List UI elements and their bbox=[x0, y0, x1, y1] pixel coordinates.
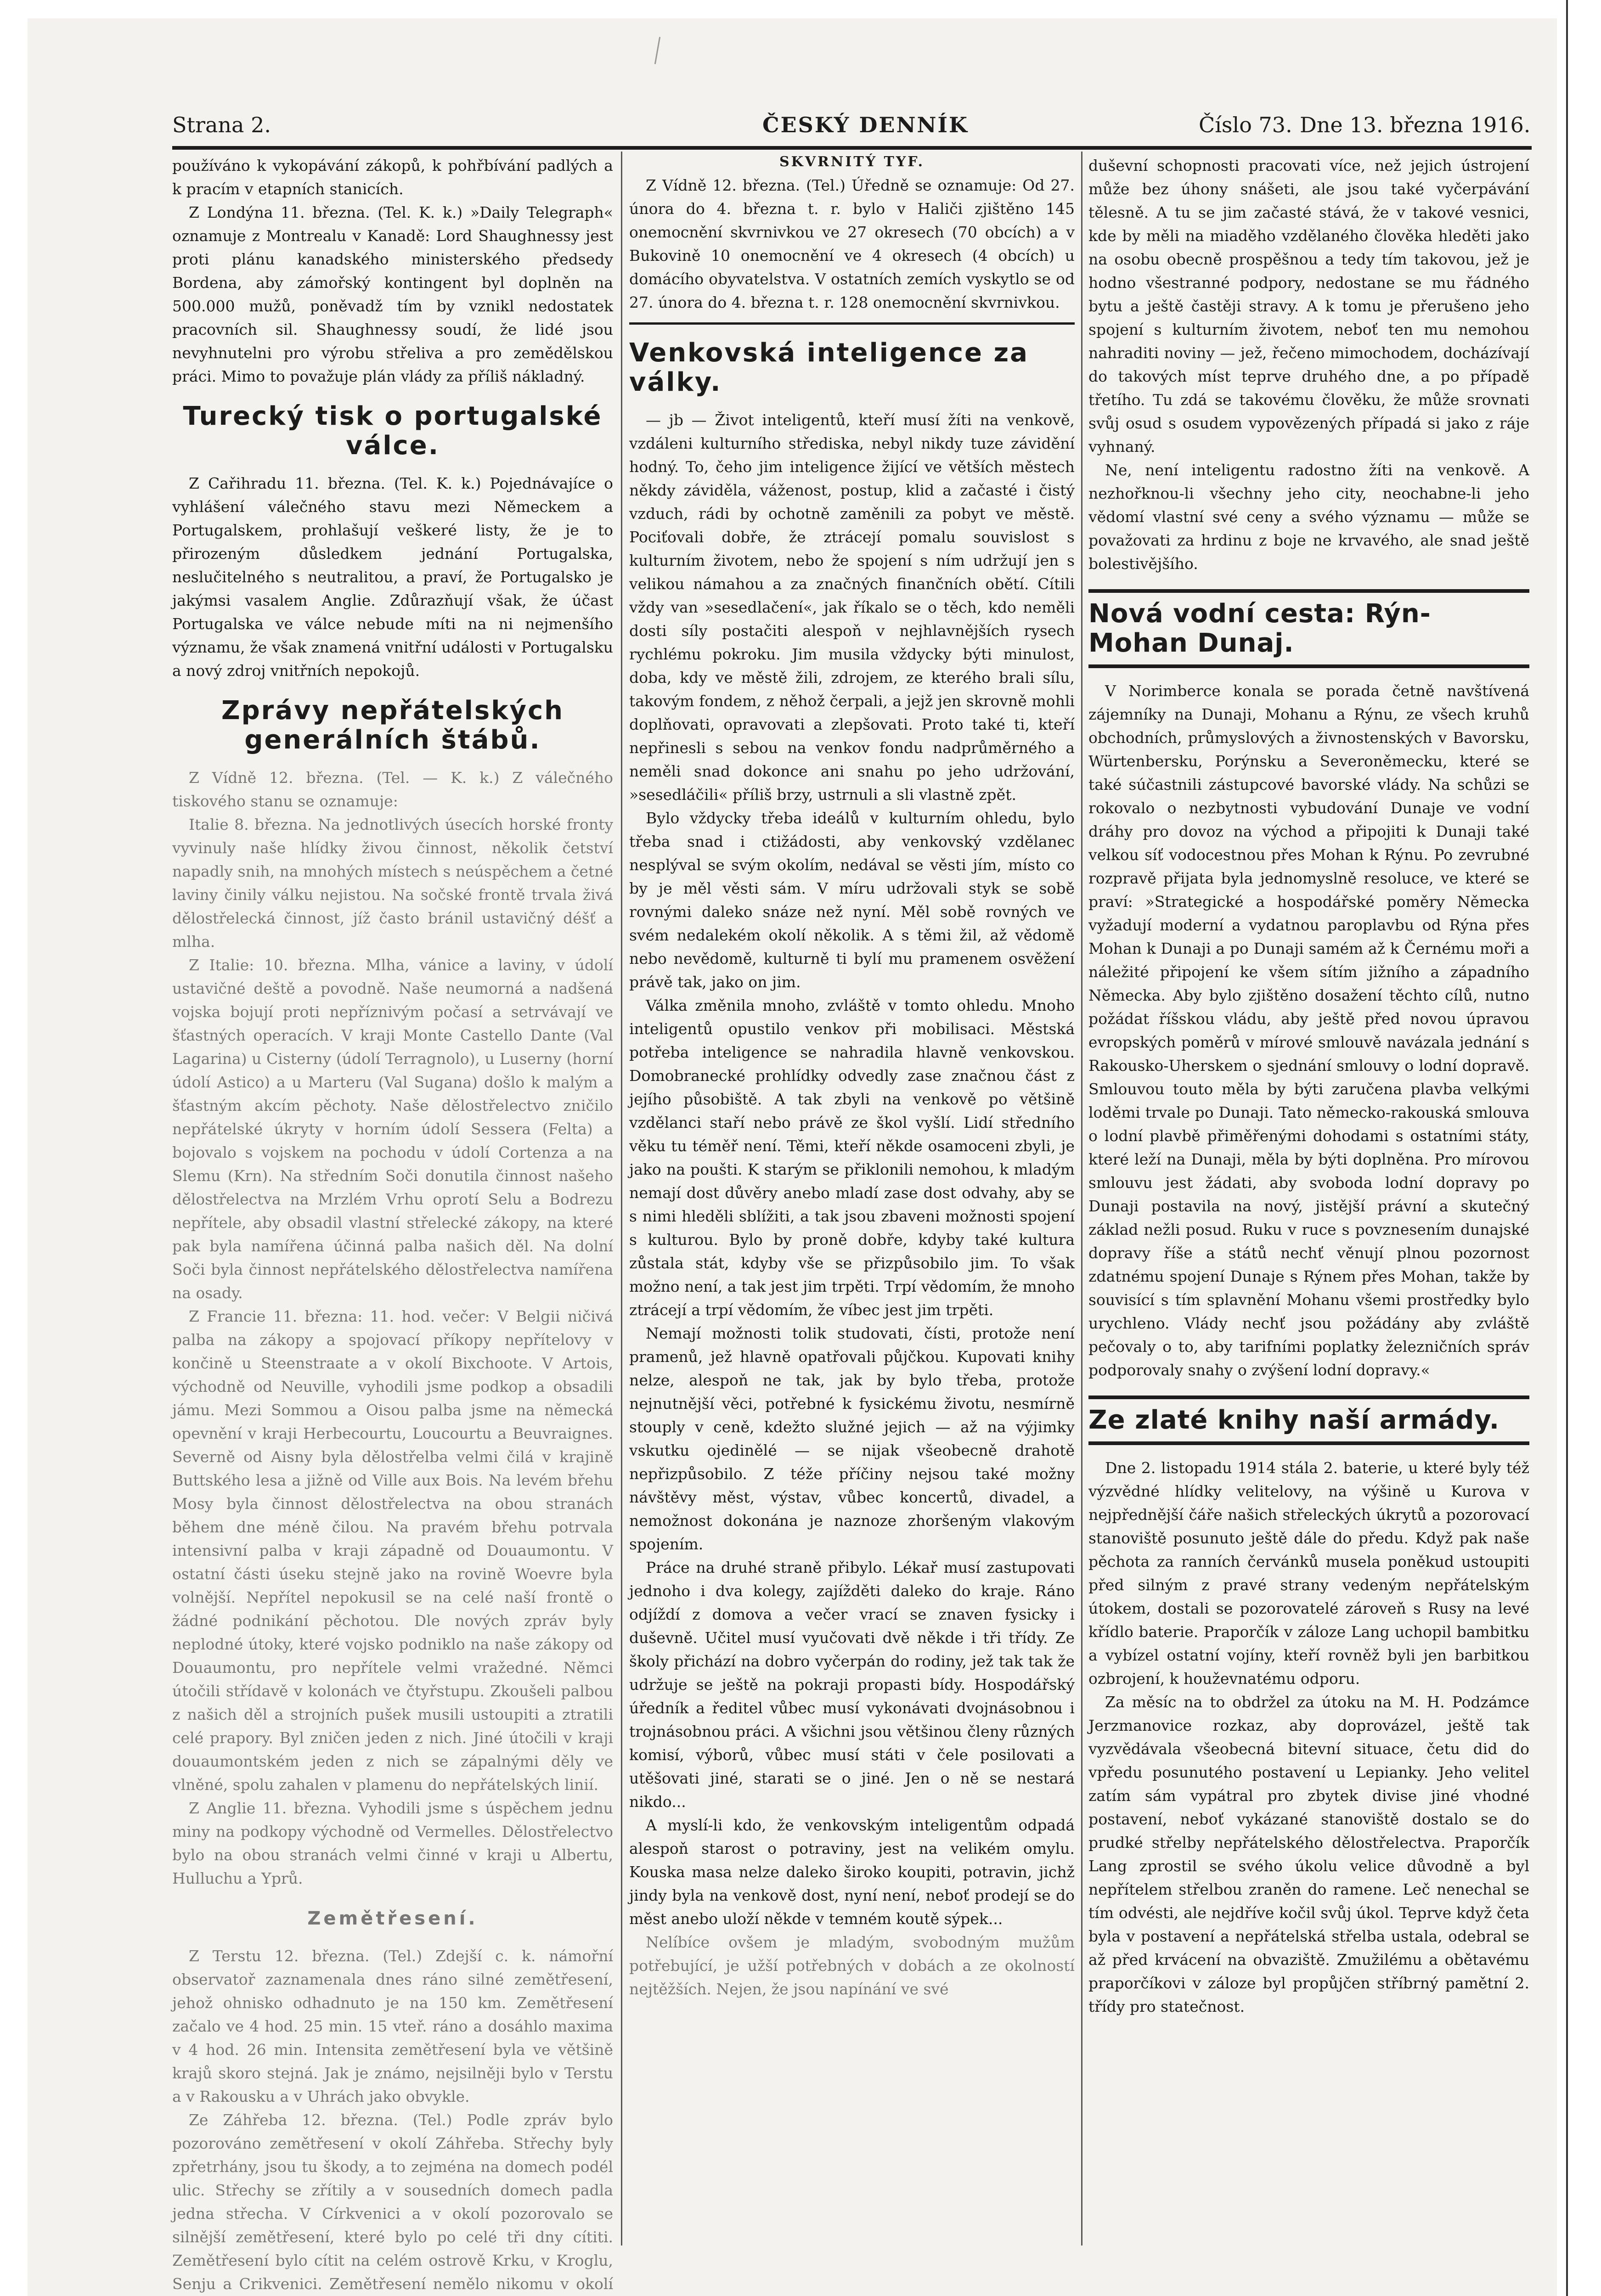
article-text: Dne 2. listopadu 1914 stála 2. baterie, u které byly též výzvědné hlídky velitelovy, na výšině u Kurova v nejpřednější čáře našich střeleckých úkrytů a pozorovací stanoviště posunuto ještě dále do předu. Když pak naše pěchota za ranních červánků musela poněkud ustoupiti před silným z pravé strany vedeným nepřátelským útokem, dostali se pozorovatelé zároveň s Rusy na levé křídlo baterie. Praporčík v záloze Lang uchopil bambitku a vybízel ostatní vojíny, kteří rovněž byli jen barbitkou ozbrojení, k houževnatému odporu. bbox=[1088, 1459, 1529, 1688]
scan-edge-strip bbox=[1566, 0, 1601, 2296]
article-text: Bylo vždycky třeba ideálů v kulturním ohledu, bylo třeba snad i ctižádosti, aby venkovský vzdělanec nesplýval se svým okolím, nedával se věsti jím, místo co by je měl věsti sám. V míru udržovali styk se sobě rovnými daleko snáze než nyní. Měl sobě rovných ve svém nedalekém okolí několik. A s těmi žil, až vědomě nebo nevědomě, kulturně ti bylí mu pramenem osvěžení právě tak, jako on jim. bbox=[629, 809, 1075, 991]
page-number: Strana 2. bbox=[172, 113, 271, 137]
article-text: Z Italie: 10. března. Mlha, vánice a laviny, v údolí ustavičné deště a povodně. Naše neumorná a nadšená vojska bojují proti nepříznivým počasí a setrvávají ve šťastných operacích. V kraji Monte Castello Dante (Val Lagarina) u Cisterny (údolí Terragnolo), u Luserny (horní údolí Astico) a u Marteru (Val Sugana) došlo k malým a šťastným akcím pěchoty. Naše dělostřelectvo zničilo nepřátelské úkryty v horním údolí Sessera (Felta) a bojovalo s vojskem na pochodu v údolí Cortenza a na Slemu (Krn). Na středním Soči donutila činnost našeho dělostřelectva na Mrzlém Vrhu oprotí Selu a Bodrezu nepřítele, aby obsadil vlastní střelecké zákopy, na které pak byla namířena účinná palba našich děl. Na dolní Soči byla činnost nepřátelského dělostřelectva namířena na osady. bbox=[172, 956, 613, 1302]
section-rule bbox=[629, 322, 1075, 325]
column-1 bbox=[172, 154, 613, 2293]
article-text: — jb — Život inteligentů, kteří musí žíti na venkově, vzdáleni kulturního střediska, nebyl nikdy tuze závidění hodný. To, čeho jim inteligence žijící ve větších městech někdy záviděla, váženost, postup, klid a začasté i čistý vzduch, rádi by ochotně zaměnili za pobyt ve městě. Pociťovali dobře, že ztrácejí pomalu souvislost s kulturním životem, nebo že spojení s ním udržují jen s velikou námahou a za značných finančních obětí. Cítili vždy van »sesedlačení«, jak říkalo se o těch, kdo neměli dosti síly postačiti alespoň v nejhlavnějších rysech rychlému pokroku. Jim musila vždycky býti minulost, doba, kdy ve městě žili, zdrojem, ze kterého brali sílu, takovým fondem, z něhož čerpali, a jejž jen skrovně mohli doplňovati, opravovati a zlepšovati. Proto také ti, kteří nepřinesli s sebou na venkov fondu nadprůměrného a neměli snad dokonce ani snahu po jeho udržování, »sesedláčili« příliš brzy, ustrnuli a sli vlastně zpět. bbox=[629, 411, 1075, 804]
article-text: A myslí-li kdo, že venkovským inteligentům odpadá alespoň starost o potraviny, jest na velikém omylu. Kouska masa nelze daleko široko koupiti, potravin, jichž jindy byla na venkově dost, nyní není, neboť prodejí se do měst anebo uloží někde v temném koutě sýpek... bbox=[629, 1816, 1075, 1928]
article-text: duševní schopnosti pracovati více, než jejich ústrojení může bez úhony snášeti, ale jsou také vyčerpávání tělesně. A tu se jim začasté stává, že v takové vesnici, kde by měli na miaděho vzdělaného člověka hleděti jako na osobu obecně prospěšnou a tedy tím takovou, jež je hodno všestranné podpory, nedostane se mu řádného bytu a ještě častěji stravy. A k tomu je přerušeno jeho spojení s kulturním životem, neboť ten mu nemohou nahraditi noviny — jež, řečeno mimochodem, docházívají do takových míst teprve druhého dne, a po případě třetího. Tu zdá se takovému člověku, že může srovnati svůj osud s osudem vypovězených případá si jako z ráje vyhnaný. bbox=[1088, 157, 1529, 456]
article-text: Z Cařihradu 11. března. (Tel. K. k.) Pojednávajíce o vyhlášení válečného stavu mezi Německem a Portugalskem, prohlašují veškeré listy, že je to přirozeným důsledkem jednání Portugalska, neslučitelného s neutralitou, a praví, že Portugalsko je jakýmsi vasalem Anglie. Zdůrazňují však, že účast Portugalska ve válce nebude míti na ni nejmenšího významu, že však znamená vnitřní události v Portugalsku a nový zdroj vnitřních nepokojů. bbox=[172, 474, 613, 680]
article-text: Z Anglie 11. března. Vyhodili jsme s úspěchem jednu miny na podkopy východně od Vermelles. Dělostřelectvo bylo na obou stranách velmi činné v kraji u Albertu, Hulluchu a Yprů. bbox=[172, 1799, 613, 1887]
headline-turkish-press: Turecký tisk o portugalské válce. bbox=[183, 401, 603, 461]
article-text: Z Francie 11. března: 11. hod. večer: V Belgii ničivá palba na zákopy a spojovací příkopy nepřítelovy v končině u Steenstraate a v okolí Bixchoote. V Artois, východně od Neuville, vyhodili jsme podkop a obsadili jámu. Mezi Sommou a Oisou palba jsme na německá opevnění v kraji Herbecourtu, Loucourtu a Beuvraignes. Severně od Aisny byla dělostřelba velmi čilá v krajině Buttského lesa a jižně od Ville aux Bois. Na levém břehu Mosy byla činnost dělostřelectva na obou stranách během dne méně čilou. Na pravém břehu potrvala intensivní palba v kraji západně od Douaumontu. V ostatní části úseku stejně jako na rovině Woevre byla volnější. Nepřítel nepokusil se na celé naší frontě o žádné podnikání pěchotou. Dle nových zpráv byly neplodné útoky, které vojsko podniklo na naše zákopy od Douaumontu, pro nepřítele velmi vražedné. Němci útočili střídavě v kolonách ve čtyřstupu. Zkoušeli palbou z našich děl a strojních pušek musili ustoupiti a ztratili celé prapory. Byl zničen jeden z nich. Jiné útočili v kraji douaumontském jeden z nich se zápalnými děly ve vlněné, spolu zahalen v plamenu do nepřátelských linií. bbox=[172, 1307, 613, 1794]
column-rule bbox=[1081, 152, 1082, 2245]
headline-typhus: SKVRNITÝ TYF. bbox=[779, 154, 925, 170]
column-rule bbox=[621, 152, 622, 2245]
article-text: Práce na druhé straně přibylo. Lékař musí zastupovati jednoho i dva kolegy, zajížděti daleko do kraje. Ráno odjíždí z domova a večer vrací se znaven fysicky i duševně. Učitel musí vyučovati dvě někde i tři třídy. Ze školy přichází na dobro vyčerpán do rodiny, jež tak tak že udržuje se ještě na pokraji propasti bídy. Hospodářský úředník a ředitel vůbec musí vykonávati dvojnásobnou i trojnásobnou práci. A všichni jsou většinou členy různých komisí, výborů, vůbec musí státi v čele posilovati a utěšovati jiné, starati se o jiné. Jen o ně se nestará nikdo... bbox=[629, 1559, 1075, 1811]
issue-number: Číslo 73. bbox=[1199, 113, 1292, 137]
headline-enemy-staffs: Zprávy nepřátelských generálních štábů. bbox=[221, 696, 564, 755]
article-text: Za měsíc na to obdržel za útoku na M. H. Podzámce Jerzmanovice rozkaz, aby doprovázel, ještě tak vyzvědávala všeobecná bitevní situace, četu did do vpředu posunutého postavení u Lepianky. Jeho velitel zatím sám vypátral pro zbytek divise jiné vhodné postavení, neboť vykázané stanoviště dostalo se do prudké střelby nepřátelského dělostřelectva. Praporčík Lang zprostil se svého úkolu velice důvodně a byl nepřítelem střelbou zraněn do ramene. Leč nenechal se tím odvésti, ale nejdříve kočil svůj úkol. Teprve když četa byla v postavení a nepřátelská střelba ustala, odebral se až před krvácení na obvaziště. Zmužilému a obětavému praporčíkovi v záloze byl propůjčen stříbrný pamětní 2. třídy pro statečnost. bbox=[1088, 1693, 1529, 2015]
article-text: Italie 8. března. Na jednotlivých úsecích horské fronty vyvinuly naše hlídky živou činnost, několik četství napadly snih, na mnohých místech s neúspěchem a četné laviny činily válku nejistou. Na sočské frontě trvala živá dělostřelecká činnost, jíž často bránil ustavičný déšť a mlha. bbox=[172, 816, 613, 951]
headline-waterway: Nová vodní cesta: Rýn-Mohan Dunaj. bbox=[1088, 589, 1529, 668]
issue-date: Dne 13. března 1916. bbox=[1300, 113, 1531, 137]
article-text: Z Vídně 12. března. (Tel.) Úředně se oznamuje: Od 27. února do 4. března t. r. bylo v Haliči zjištěno 145 onemocnění skvrnivkou ve 27 okresech (70 obcích) a v Bukovině 10 onemocnění ve 4 okresech (4 obcích) u domácího obyvatelstva. V ostatních zemích vyskytlo se od 27. února do 4. března t. r. 128 onemocnění skvrnivkou. bbox=[629, 176, 1075, 311]
article-text: Z Vídně 12. března. (Tel. — K. k.) Z válečného tiskového stanu se oznamuje: bbox=[172, 769, 613, 810]
headline-earthquake: Zemětřesení. bbox=[307, 1908, 478, 1929]
article-text: Válka změnila mnoho, zvláště v tomto ohledu. Mnoho inteligentů opustilo venkov při mobilisaci. Městská potřeba inteligence se nahradila hlavně venkovskou. Domobranecké prohlídky odvedly zase značnou část z jejího působiště. A tak zbyli na venkově po většině vzdělanci staří nebo právě ze škol vyšlí. Lidí středního věku tu téměř není. Těmi, kteří někde osamoceni zbyli, je jako na poušti. K starým se přiklonili nemohou, k mladým nemají dost důvěry anebo mladí zase dost odvahy, aby se s nimi hleděli sblížiti, a tak jsou zbaveni možnosti spojení s kulturou. Bylo by proně dobře, kdyby také kultura zůstala stát, kdyby vše se přizpůsobilo jim. To však možno není, a tak jest jim trpěti. Trpí vědomím, že mnoho ztrácejí a trpí vědomím, že víbec jest jim trpěti. bbox=[629, 996, 1075, 1319]
article-text: Nemají možnosti tolik studovati, čísti, protože není pramenů, jež hlavně opatřovali půjčkou. Kupovati knihy nelze, alespoň ne tak, jak by bylo třeba, protože nejnutnější věci, potřebné k fysickému životu, nesmírně stouply v ceně, kdežto služné jejich — až na výjimky vskutku ojedinělé — se nijak všeobecně drahotě nepřizpůsobilo. Z téže příčiny nejsou také možny návštěvy měst, výstav, vůbec koncertů, divadel, a nemožnost dokonána je naznoze zhoršeným vlakovým spojením. bbox=[629, 1324, 1075, 1553]
column-2 bbox=[629, 154, 1075, 2243]
article-text: používáno k vykopávání zákopů, k pohřbívání padlých a k pracím v etapních stanicích. bbox=[172, 157, 613, 198]
column-3 bbox=[1088, 154, 1529, 2243]
article-text: Ne, není inteligentu radostno žíti na venkově. A nezhořknou-li všechny jeho city, neochabne-li jeho vědomí vlastní své ceny a svého významu — může se považovati za hrdinu z boje ne krvavého, ale snad ještě bolestivějšího. bbox=[1088, 461, 1529, 573]
headline-golden-book: Ze zlaté knihy naší armády. bbox=[1088, 1396, 1529, 1445]
article-text: V Norimberce konala se porada četně navštívená zájemníky na Dunaji, Mohanu a Rýnu, ze všech kruhů obchodních, průmyslových a živnostenských v Bavorsku, Würtenbersku, Porýnsku a Severoněmecku, které se také súčastnili zástupcové bavorské vlády. Na schůzi se rokovalo o nezbytnosti vybudování Dunaje ve vodní dráhy pro dovoz na východ a připojiti k Dunaji také velkou síť vodocestnou přes Mohan k Rýnu. Po zevrubné rozpravě přijata byla jednomyslně resoluce, ve které se praví: »Strategické a hospodářské poměry Německa vyžadují moderní a vydatnou paroplavbu od Rýna přes Mohan k Dunaji a po Dunaji samém až k Černému moři a náležité připojení ke všem sítím jižního a západního Německa. Aby bylo zjištěno dosažení těchto cílů, nutno požádat říšskou vládu, aby ještě před novou úpravou evropských poměrů v mírové smlouvě navázala jednání s Rakousko-Uherskem o sjednání smlouvy o lodní dopravě. Smlouvou touto měla by býti zaručena plavba velkými loděmi trvale po Dunaji. Tato německo-rakouská smlouva o lodní plavbě přiměřenými dohodami s ostatními státy, které leží na Dunaji, měla by býti doplněna. Pro mírovou smlouvu jest žádati, aby svoboda lodní dopravy po Dunaji postavila na nový, jistější právní a skutečný základ nežli posud. Ruku v ruce s povznesením dunajské dopravy říše a států nechť věnují plnou pozornost zdatnému spojení Dunaje s Rýnem přes Mohan, takže by souvisící s tím splavnění Mohanu všemi prostředky bylo urychleno. Vlády nechť jsou požádány aby zvláště pečovaly o to, aby tarifními poplatky železničních správ podporovaly snahy o zvýšení lodní dopravy.« bbox=[1088, 682, 1529, 1379]
headline-rural-intelligence: Venkovská inteligence za války. bbox=[629, 338, 1029, 397]
header-rule bbox=[172, 146, 1532, 150]
article-text: Ze Záhřeba 12. března. (Tel.) Podle zpráv bylo pozorováno zemětřesení v okolí Záhřeba. Střechy byly zpřetrhány, jsou tu škody, a to zejména na domech podél ulic. Střechy se zřítily a v sousedních domech padla jedna střecha. V Církvenici a v okolí pozorovalo se silnější zemětřesení, které bylo po celé tři dny cítiti. Zemětřesení bylo cítit na celém ostrově Krku, v Kroglu, Senju a Crikvenici. Zemětřesení nemělo nikomu v okolí bbox=[172, 2111, 613, 2293]
article-text: Z Londýna 11. března. (Tel. K. k.) »Daily Telegraph« oznamuje z Montrealu v Kanadě: Lord Shaughnessy jest proti plánu kanadského ministerského předsedy Bordena, aby zámořský kontingent byl doplněn na 500.000 mužů, poněvadž tím by vznikl nedostatek pracovních sil. Shaughnessy soudí, že lidé jsou nevyhnutelni pro výrobu střeliva a pro zemědělskou práci. Mimo to považuje plán vlády za příliš nákladný. bbox=[172, 203, 613, 385]
article-text: Z Terstu 12. března. (Tel.) Zdejší c. k. námořní observatoř zaznamenala dnes ráno silné zemětřesení, jehož ohnisko odhadnuto je na 150 km. Zemětřesení začalo ve 4 hod. 25 min. 15 vteř. ráno a dosáhlo maxima v 4 hod. 26 min. Intensita zemětřesení byla ve většině krajů skoro stejná. Jak je známo, nejsilněji bylo v Terstu a v Rakousku a v Uhrách jako obvykle. bbox=[172, 1947, 613, 2105]
masthead-title: ČESKÝ DENNÍK bbox=[762, 113, 969, 137]
article-text: Nelíbíce ovšem je mladým, svobodným mužům potřebující, je užší potřebných v dobách a ze okolností nejtěžších. Nejen, že jsou napínání ve své bbox=[629, 1933, 1075, 1998]
